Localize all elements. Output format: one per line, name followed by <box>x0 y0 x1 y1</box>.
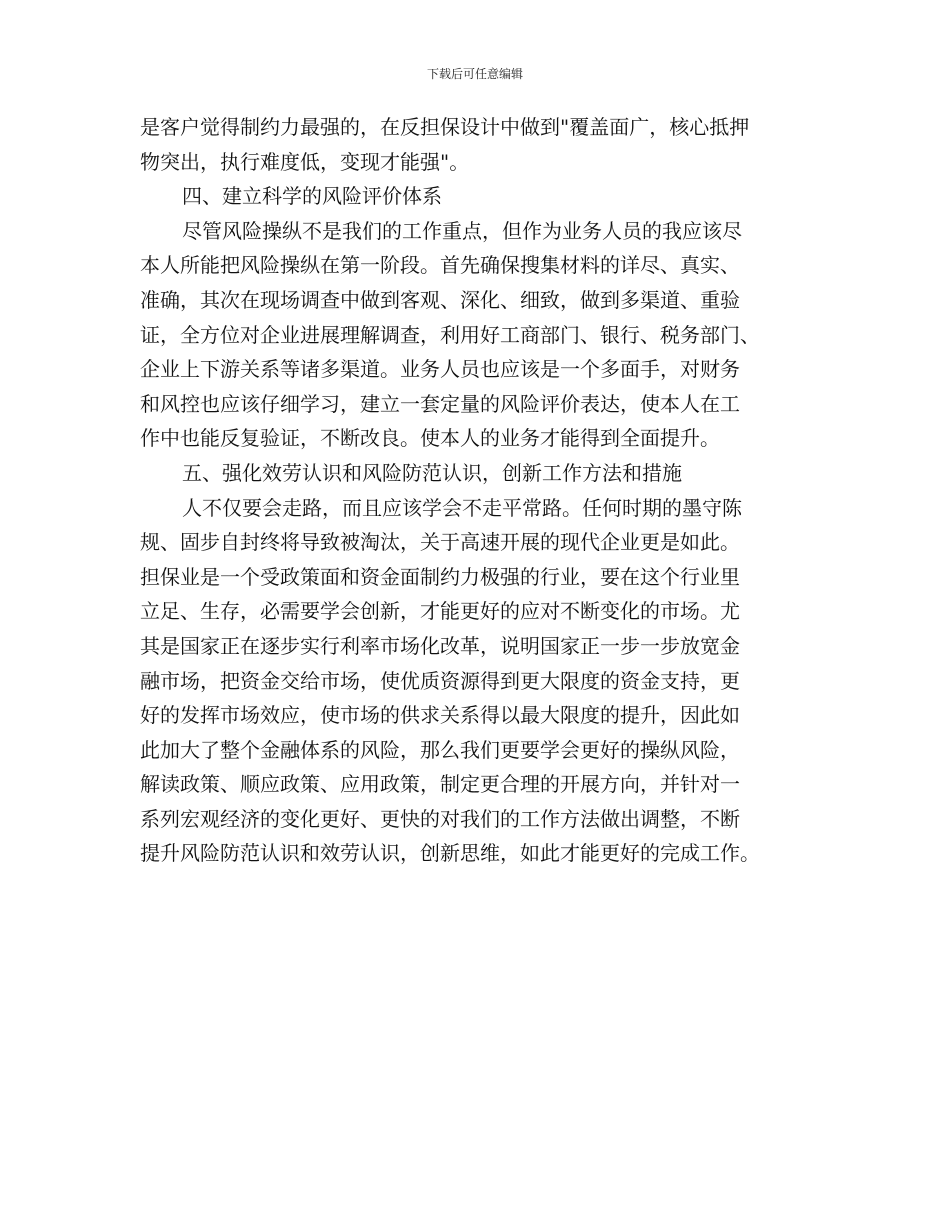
text-line: 系列宏观经济的变化更好、更快的对我们的工作方法做出调整，不断 <box>140 806 740 831</box>
text-line: 和风控也应该仔细学习，建立一套定量的风险评价表达，使本人在工 <box>140 391 740 416</box>
text-line: 是客户觉得制约力最强的，在反担保设计中做到"覆盖面广，核心抵押 <box>140 115 750 139</box>
text-line: 规、固步自封终将导致被淘汰，关于高速开展的现代企业更是如此。 <box>140 530 740 555</box>
section-heading: 四、建立科学的风险评价体系 <box>182 184 442 209</box>
text-line: 本人所能把风险操纵在第一阶段。首先确保搜集材料的详尽、真实、 <box>140 253 740 278</box>
text-line: 证，全方位对企业进展理解调查，利用好工商部门、银行、税务部门、 <box>140 322 760 347</box>
section-heading: 五、强化效劳认识和风险防范认识，创新工作方法和措施 <box>182 460 682 485</box>
document-body <box>140 110 820 871</box>
page-header: 下载后可任意编辑 <box>426 67 523 81</box>
text-line: 作中也能反复验证，不断改良。使本人的业务才能得到全面提升。 <box>140 426 720 451</box>
text-line: 解读政策、顺应政策、应用政策，制定更合理的开展方向，并针对一 <box>140 772 740 797</box>
text-line: 其是国家正在逐步实行利率市场化改革，说明国家正一步一步放宽金 <box>140 633 740 658</box>
text-line: 企业上下游关系等诸多渠道。业务人员也应该是一个多面手，对财务 <box>140 357 740 382</box>
text-line: 尽管风险操纵不是我们的工作重点，但作为业务人员的我应该尽 <box>182 218 742 243</box>
text-line: 好的发挥市场效应，使市场的供求关系得以最大限度的提升，因此如 <box>140 703 740 728</box>
text-line: 人不仅要会走路，而且应该学会不走平常路。任何时期的墨守陈 <box>182 495 742 520</box>
text-line: 担保业是一个受政策面和资金面制约力极强的行业，要在这个行业里 <box>140 564 740 589</box>
text-line: 准确，其次在现场调查中做到客观、深化、细致，做到多渠道、重验 <box>140 287 740 312</box>
text-line: 此加大了整个金融体系的风险，那么我们更要学会更好的操纵风险， <box>140 737 740 762</box>
text-line: 立足、生存，必需要学会创新，才能更好的应对不断变化的市场。尤 <box>140 599 740 624</box>
text-line: 提升风险防范认识和效劳认识，创新思维，如此才能更好的完成工作。 <box>140 841 760 866</box>
text-line: 物突出，执行难度低，变现才能强"。 <box>140 149 470 174</box>
text-line: 融市场，把资金交给市场，使优质资源得到更大限度的资金支持，更 <box>140 668 740 693</box>
